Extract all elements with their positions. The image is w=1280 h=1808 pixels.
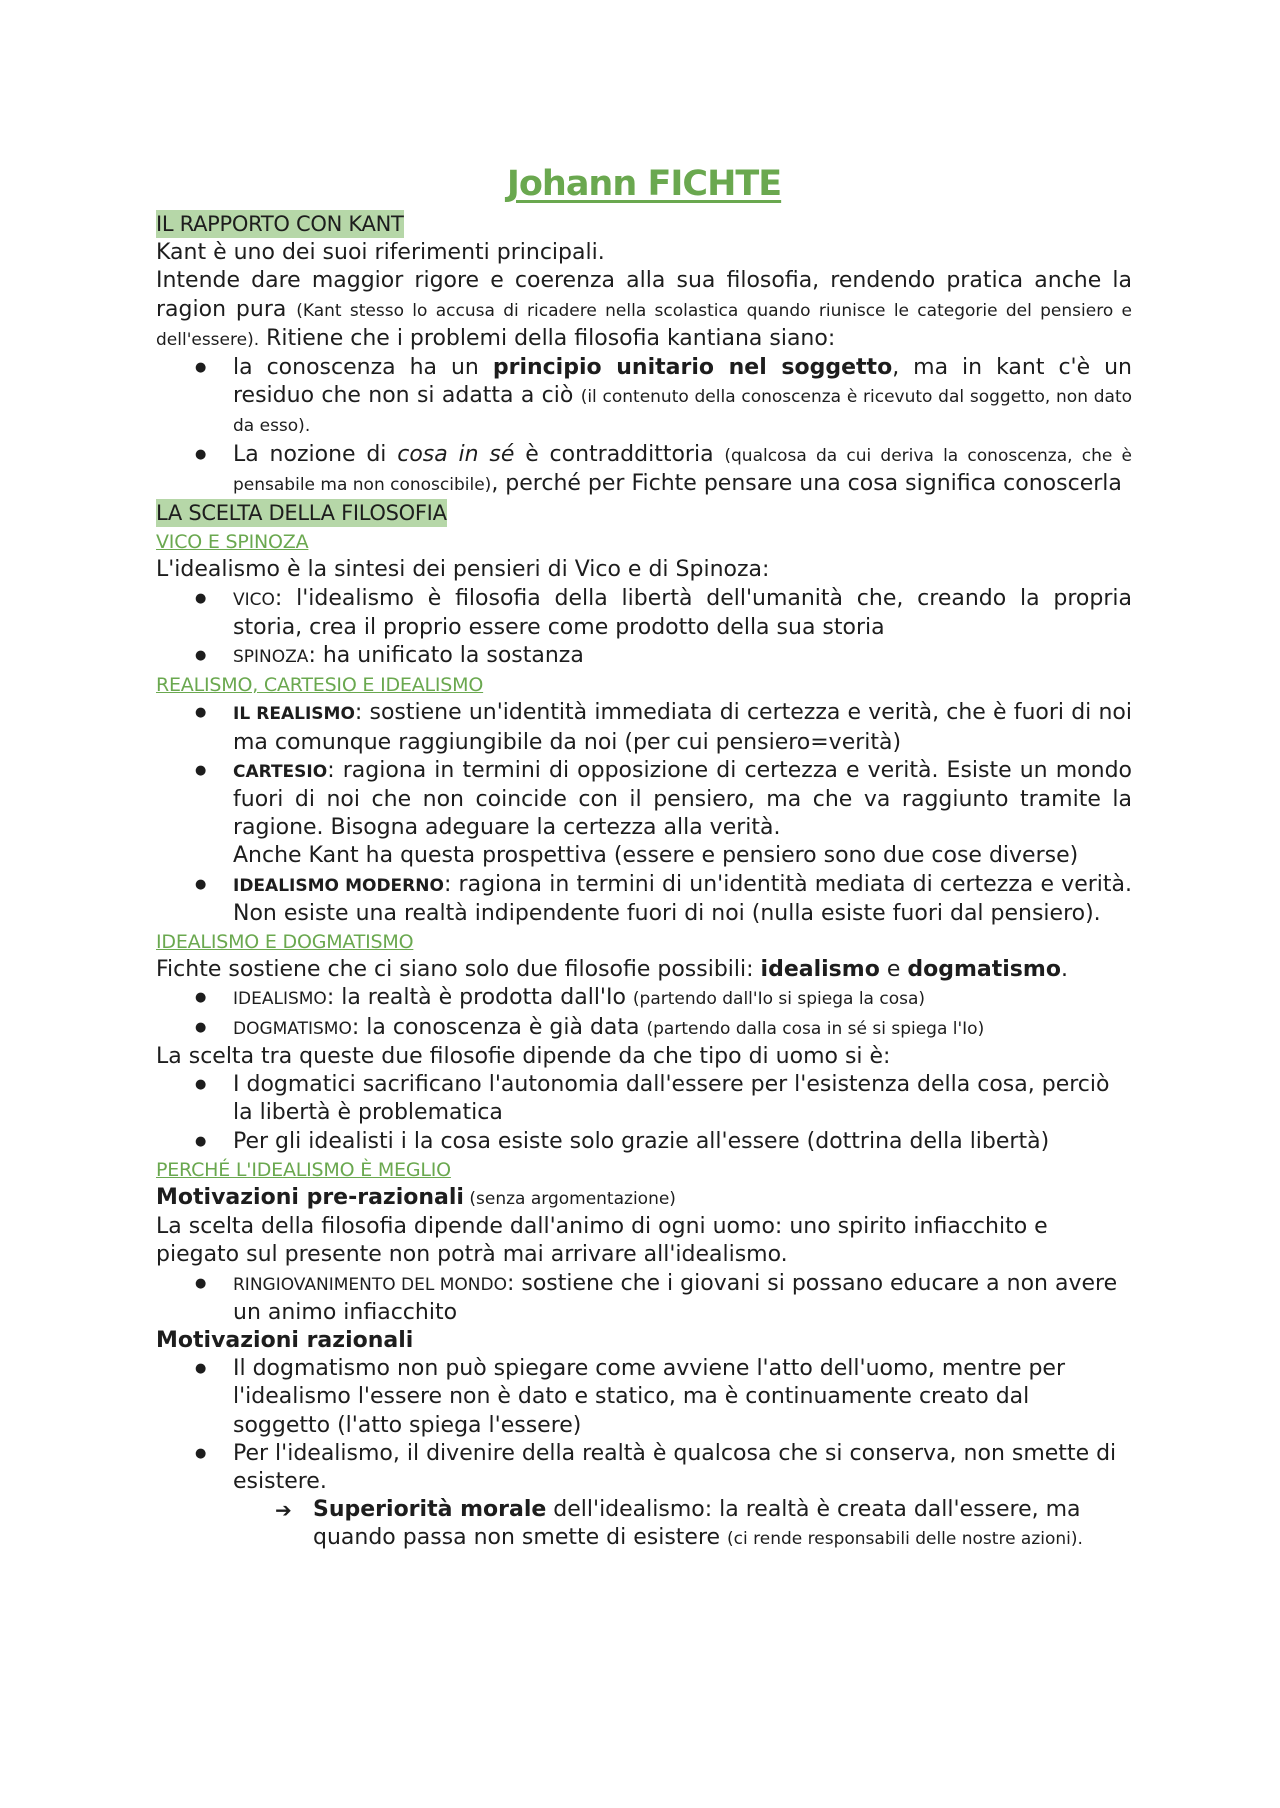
paragraph: Kant è uno dei suoi riferimenti principali. bbox=[156, 240, 605, 266]
bullet-list bbox=[156, 1270, 1132, 1327]
list-item: ● IDEALISMO: la realtà è prodotta dall'Io (partendo dall'Io si spiega la cosa) bbox=[233, 984, 1132, 1013]
list-item: ● Il dogmatismo non può spiegare come avviene l'atto dell'uomo, mentre per l'idealismo l'essere non è dato e statico, ma è continuamente creato dal soggetto (l'atto spiega l'essere) bbox=[233, 1355, 1132, 1440]
list-item: ● IL REALISMO: sostiene un'identità immediata di certezza e verità, che è fuori di noi ma comunque raggiungibile da noi (per cui pensiero=verità) bbox=[233, 699, 1132, 756]
arrow-list bbox=[233, 1496, 1132, 1553]
bullet-list bbox=[156, 354, 1132, 499]
list-item: ● Per gli idealisti i la cosa esiste solo grazie all'essere (dottrina della libertà) bbox=[233, 1128, 1132, 1156]
list-item: ● Per l'idealismo, il divenire della realtà è qualcosa che si conserva, non smette di esistere. ➔ Superiorità morale dell'idealismo: la realtà è creata dall'essere, ma quando passa non smette di esistere (ci rende responsabili delle nostre azioni). bbox=[233, 1440, 1132, 1554]
list-item: ● IDEALISMO MODERNO: ragiona in termini di un'identità mediata di certezza e verità. Non esiste una realtà indipendente fuori di noi (nulla esiste fuori dal pensiero). bbox=[233, 871, 1132, 928]
bullet-list bbox=[156, 1355, 1132, 1553]
subheading-perche-idealismo: PERCHÉ L'IDEALISMO È MEGLIO bbox=[156, 1158, 451, 1181]
list-item: ● RINGIOVANIMENTO DEL MONDO: sostiene che i giovani si possano educare a non avere un animo infiacchito bbox=[233, 1270, 1132, 1327]
list-item: ● DOGMATISMO: la conoscenza è già data (partendo dalla cosa in sé si spiega l'Io) bbox=[233, 1014, 1132, 1043]
subheading-realismo: REALISMO, CARTESIO E IDEALISMO bbox=[156, 674, 484, 697]
section-scelta-filosofia bbox=[156, 499, 1132, 1554]
arrow-right-icon: ➔ bbox=[275, 1498, 292, 1523]
section-rapporto-kant bbox=[156, 210, 1132, 499]
bullet-list bbox=[156, 984, 1132, 1042]
list-item: ● CARTESIO: ragiona in termini di opposizione di certezza e verità. Esiste un mondo fuori di noi che non coincide con il pensiero, ma che va raggiunto tramite la ragione. Bisogna adeguare la certezza alla verità. Anche Kant ha questa prospettiva (essere e pensiero sono due cose diverse) bbox=[233, 757, 1132, 871]
paragraph: L'idealismo è la sintesi dei pensieri di Vico e di Spinoza: bbox=[156, 557, 770, 583]
subheading-idealismo-dogmatismo: IDEALISMO E DOGMATISMO bbox=[156, 931, 414, 954]
paragraph: Motivazioni pre-razionali (senza argomentazione) bbox=[156, 1184, 676, 1210]
bullet-list bbox=[156, 699, 1132, 928]
section-heading: LA SCELTA DELLA FILOSOFIA bbox=[156, 499, 447, 527]
subheading-vico-spinoza: VICO E SPINOZA bbox=[156, 531, 309, 554]
list-item: ● la conoscenza ha un principio unitario nel soggetto, ma in kant c'è un residuo che non si adatta a ciò (il contenuto della conoscenza è ricevuto dal soggetto, non dato da esso). bbox=[233, 354, 1132, 441]
bullet-list bbox=[156, 585, 1132, 672]
paragraph: Fichte sostiene che ci siano solo due filosofie possibili: idealismo e dogmatismo. bbox=[156, 957, 1068, 983]
paragraph: Motivazioni razionali bbox=[156, 1327, 414, 1353]
section-heading: IL RAPPORTO CON KANT bbox=[156, 210, 404, 238]
paragraph: La scelta della filosofia dipende dall'animo di ogni uomo: uno spirito infiacchito e piegato sul presente non potrà mai arrivare all'idealismo. bbox=[156, 1214, 1048, 1268]
list-item: ➔ Superiorità morale dell'idealismo: la realtà è creata dall'essere, ma quando passa non smette di esistere (ci rende responsabili delle nostre azioni). bbox=[275, 1497, 1083, 1551]
document-title: Johann FICHTE bbox=[506, 164, 782, 204]
paragraph: La scelta tra queste due filosofie dipende da che tipo di uomo si è: bbox=[156, 1043, 891, 1069]
bullet-list bbox=[156, 1071, 1132, 1156]
list-item: ● SPINOZA: ha unificato la sostanza bbox=[233, 642, 1132, 671]
paragraph: Intende dare maggior rigore e coerenza alla sua filosofia, rendendo pratica anche la ragion pura (Kant stesso lo accusa di ricadere nella scolastica quando riunisce le categorie del pensiero e dell'essere). Ritiene che i problemi della filosofia kantiana siano: bbox=[156, 268, 1132, 351]
list-item: ● I dogmatici sacrificano l'autonomia dall'essere per l'esistenza della cosa, perciò la libertà è problematica bbox=[233, 1071, 1132, 1127]
list-item: ● VICO: l'idealismo è filosofia della libertà dell'umanità che, creando la propria storia, crea il proprio essere come prodotto della sua storia bbox=[233, 585, 1132, 642]
list-item: ● La nozione di cosa in sé è contraddittoria (qualcosa da cui deriva la conoscenza, che è pensabile ma non conoscibile), perché per Fichte pensare una cosa significa conoscerla bbox=[233, 441, 1132, 499]
